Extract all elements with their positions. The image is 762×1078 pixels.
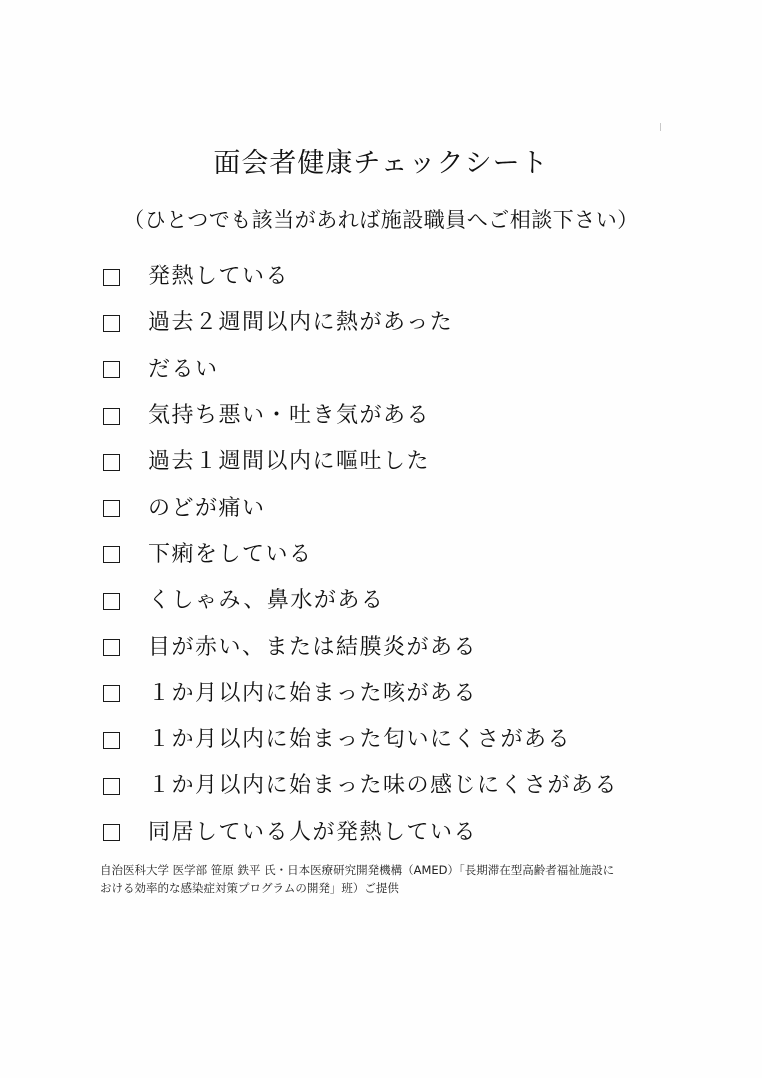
checklist-item[interactable] — [100, 300, 720, 346]
checklist-item[interactable] — [100, 578, 720, 624]
credit-line-1: 自治医科大学 医学部 笹原 鉄平 氏・日本医療研究開発機構（AMED）「長期滞在型高齢者福祉施設に — [100, 863, 615, 877]
checklist-item-label: 同居している人が発熱している — [148, 819, 478, 845]
checklist-item[interactable] — [100, 532, 720, 578]
checkbox[interactable] — [103, 593, 120, 610]
checkbox[interactable] — [103, 315, 120, 332]
checklist-item-label: のどが痛い — [148, 495, 266, 521]
checkbox[interactable] — [103, 639, 120, 656]
page-title: 面会者健康チェックシート — [213, 148, 549, 179]
checkbox[interactable] — [103, 685, 120, 702]
checklist-item-label: 発熱している — [148, 264, 290, 290]
checkbox[interactable] — [103, 269, 120, 286]
checkbox[interactable] — [103, 778, 120, 795]
checklist-item[interactable] — [100, 393, 720, 439]
checklist-item-label: 目が赤い、または結膜炎がある — [148, 634, 478, 660]
checkbox[interactable] — [103, 546, 120, 563]
checklist-item-label: 気持ち悪い・吐き気がある — [148, 403, 431, 429]
checkbox[interactable] — [103, 408, 120, 425]
checklist-item[interactable] — [100, 624, 720, 670]
checklist-item-label: １か月以内に始まった咳がある — [148, 680, 478, 706]
checklist-item[interactable] — [100, 671, 720, 717]
checkbox[interactable] — [103, 732, 120, 749]
checklist-item-label: くしゃみ、鼻水がある — [148, 588, 385, 614]
scan-mark — [660, 123, 661, 131]
credit-note — [100, 861, 700, 897]
checkbox[interactable] — [103, 500, 120, 517]
checkbox[interactable] — [103, 824, 120, 841]
checklist-item-label: 過去１週間以内に嘔吐した — [148, 449, 431, 475]
checkbox[interactable] — [103, 454, 120, 471]
checklist — [100, 254, 720, 856]
checklist-item[interactable] — [100, 810, 720, 856]
checklist-item[interactable] — [100, 717, 720, 763]
checklist-item[interactable] — [100, 439, 720, 485]
checklist-item-label: 下痢をしている — [148, 541, 313, 567]
checklist-item-label: １か月以内に始まった匂いにくさがある — [148, 727, 572, 753]
checklist-item-label: だるい — [148, 356, 219, 382]
checklist-item-label: 過去２週間以内に熱があった — [148, 310, 454, 336]
checklist-item[interactable] — [100, 485, 720, 531]
credit-line-2: おける効率的な感染症対策プログラムの開発」班）ご提供 — [100, 881, 399, 895]
checkbox[interactable] — [103, 361, 120, 378]
checklist-item-label: １か月以内に始まった味の感じにくさがある — [148, 773, 619, 799]
checklist-item[interactable] — [100, 347, 720, 393]
checklist-item[interactable] — [100, 763, 720, 809]
checklist-item[interactable] — [100, 254, 720, 300]
page-subtitle: （ひとつでも該当があれば施設職員へご相談下さい） — [123, 208, 639, 232]
